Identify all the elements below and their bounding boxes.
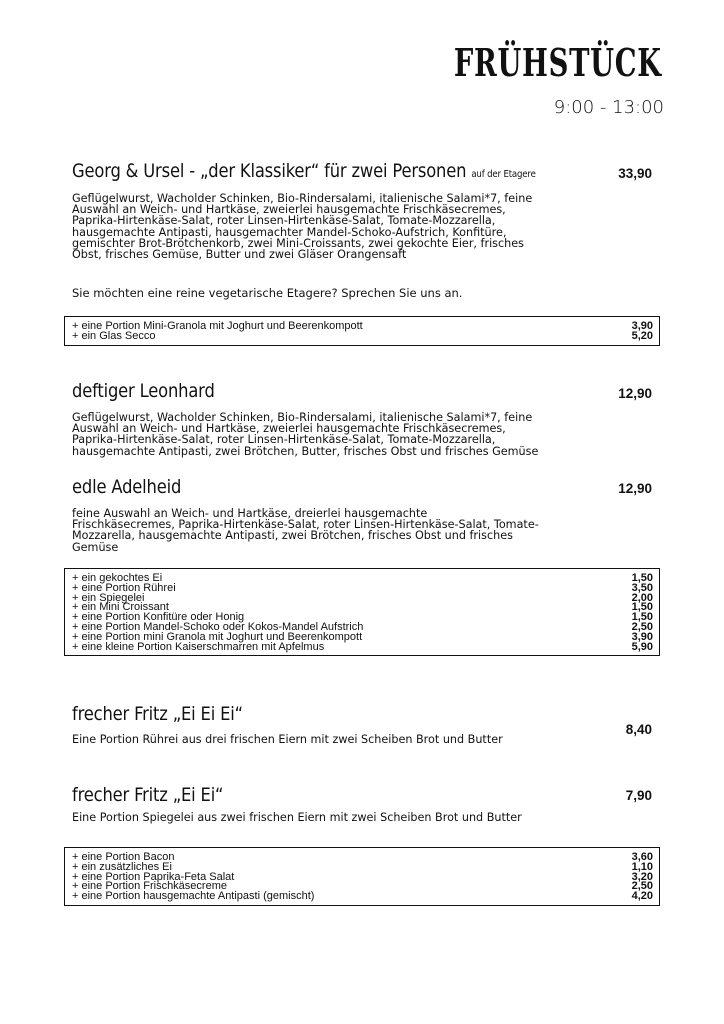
description-line: Frischkäsecremes, Paprika-Hirtenkäse-Salat, roter Linsen-Hirtenkäse-Salat, Tomate-: [72, 518, 539, 532]
extra-price: 2,00: [631, 591, 653, 604]
dish-price-fritz-ei-ei: 7,90: [625, 788, 652, 803]
dish-description-georg-ursel: [72, 193, 572, 260]
extra-price: 1,50: [631, 572, 653, 584]
extra-price: 1,10: [631, 860, 653, 873]
description-line: Geflügelwurst, Wacholder Schinken, Bio-Rindersalami, italienische Salami*7, feine: [72, 411, 533, 424]
extra-label: + ein Spiegelei: [72, 591, 145, 604]
description-line: Auswahl an Weich- und Hartkäse, zweierlei hausgemachte Frischkäsecremes,: [72, 422, 506, 436]
extra-price: 3,20: [631, 870, 653, 883]
extra-label: + eine Portion mini Granola mit Joghurt und Beerenkompott: [72, 630, 363, 643]
description-line: Gemüse: [72, 540, 119, 554]
dish-description-leonhard: [72, 412, 572, 457]
extra-label: + eine Portion Mandel-Schoko oder Kokos-Mandel Aufstrich: [72, 620, 364, 633]
description-line: Eine Portion Spiegelei aus zwei frischen Eiern mit zwei Scheiben Brot und Butter: [72, 811, 522, 824]
extra-label: + eine Portion hausgemachte Antipasti (gemischt): [72, 890, 315, 903]
extra-item: [72, 640, 653, 653]
description-line: Auswahl an Weich- und Hartkäse, zweierlei hausgemachte Frischkäsecremes,: [72, 203, 506, 217]
extra-price: 3,90: [631, 630, 653, 643]
extra-price: 3,60: [631, 851, 653, 863]
dish-title-fritz-ei-ei-ei: frecher Fritz „Ei Ei Ei“: [72, 703, 243, 725]
extra-label: + ein Glas Secco: [72, 329, 156, 342]
extra-label: + eine Portion Frischkäsecreme: [72, 880, 227, 893]
dish-title-leonhard: deftiger Leonhard: [72, 380, 215, 402]
page-title: FRÜHSTÜCK: [454, 40, 662, 85]
dish-title-georg-ursel: Georg & Ursel - „der Klassiker“ für zwei Personen auf der Etagere: [72, 160, 536, 182]
extra-label: + ein zusätzliches Ei: [72, 860, 172, 873]
description-line: feine Auswahl an Weich- und Hartkäse, dreierlei hausgemachte: [72, 507, 428, 520]
extra-label: + eine Portion Mini-Granola mit Joghurt und Beerenkompott: [72, 320, 363, 332]
dish-price-leonhard: 12,90: [618, 386, 652, 401]
extra-price: 4,20: [631, 890, 653, 903]
extra-item: [72, 329, 653, 342]
extra-price: 5,20: [631, 329, 653, 342]
extra-item: [72, 581, 653, 594]
description-line: Paprika-Hirtenkäse-Salat, roter Linsen-Hirtenkäse-Salat, Tomate-Mozzarella,: [72, 433, 496, 447]
description-line: Paprika-Hirtenkäse-Salat, roter Linsen-Hirtenkäse-Salat, Tomate-Mozzarella,: [72, 214, 496, 228]
extra-label: + eine Portion Konfitüre oder Honig: [72, 611, 245, 624]
extra-item: [72, 892, 653, 902]
extra-label: + ein Mini Croissant: [72, 601, 169, 614]
dish-title-adelheid: edle Adelheid: [72, 476, 182, 498]
extra-price: 1,50: [631, 601, 653, 614]
extra-label: + eine Portion Paprika-Feta Salat: [72, 870, 235, 883]
dish-description-fritz-ei-ei: [72, 812, 572, 823]
extra-price: 1,50: [631, 611, 653, 624]
dish-price-georg-ursel: 33,90: [618, 166, 652, 181]
extra-price: 5,90: [631, 640, 653, 653]
dish-price-adelheid: 12,90: [618, 481, 652, 496]
dish-description-adelheid: [72, 508, 572, 553]
description-line: Mozzarella, hausgemachte Antipasti, zwei Brötchen, frisches Obst und frisches: [72, 529, 513, 543]
extras-box-1: [64, 316, 660, 346]
extra-item: [72, 322, 653, 332]
opening-hours: 9:00 - 13:00: [553, 97, 664, 118]
extra-price: 2,50: [631, 620, 653, 633]
extras-box-2: [64, 568, 660, 656]
extra-label: + eine Portion Rührei: [72, 581, 176, 594]
dish-price-fritz-ei-ei-ei: 8,40: [625, 722, 652, 737]
extra-price: 3,50: [631, 581, 653, 594]
extra-label: + eine Portion Bacon: [72, 851, 175, 863]
extras-box-3: [64, 847, 660, 906]
dish-title-note: auf der Etagere: [471, 169, 536, 180]
vegetarian-note: Sie möchten eine reine vegetarische Etagere? Sprechen Sie uns an.: [72, 286, 463, 300]
extra-price: 3,90: [631, 320, 653, 332]
extra-label: + eine kleine Portion Kaiserschmarren mit Apfelmus: [72, 640, 325, 653]
description-line: gemischter Brot-Brötchenkorb, zwei Mini-Croissants, zwei gekochte Eier, frisches: [72, 236, 524, 250]
description-line: hausgemachte Antipasti, zwei Brötchen, Butter, frisches Obst und frisches Gemüse: [72, 444, 539, 458]
extra-label: + ein gekochtes Ei: [72, 572, 163, 584]
description-line: Geflügelwurst, Wacholder Schinken, Bio-Rindersalami, italienische Salami*7, feine: [72, 192, 533, 205]
description-line: Eine Portion Rührei aus drei frischen Eiern mit zwei Scheiben Brot und Butter: [72, 733, 503, 746]
description-line: hausgemachte Antipasti, hausgemachter Mandel-Schoko-Aufstrich, Konfitüre,: [72, 225, 507, 239]
dish-description-fritz-ei-ei-ei: [72, 734, 572, 745]
extra-price: 2,50: [631, 880, 653, 893]
dish-title-fritz-ei-ei: frecher Fritz „Ei Ei“: [72, 784, 224, 806]
description-line: Obst, frisches Gemüse, Butter und zwei Gläser Orangensaft: [72, 248, 407, 262]
